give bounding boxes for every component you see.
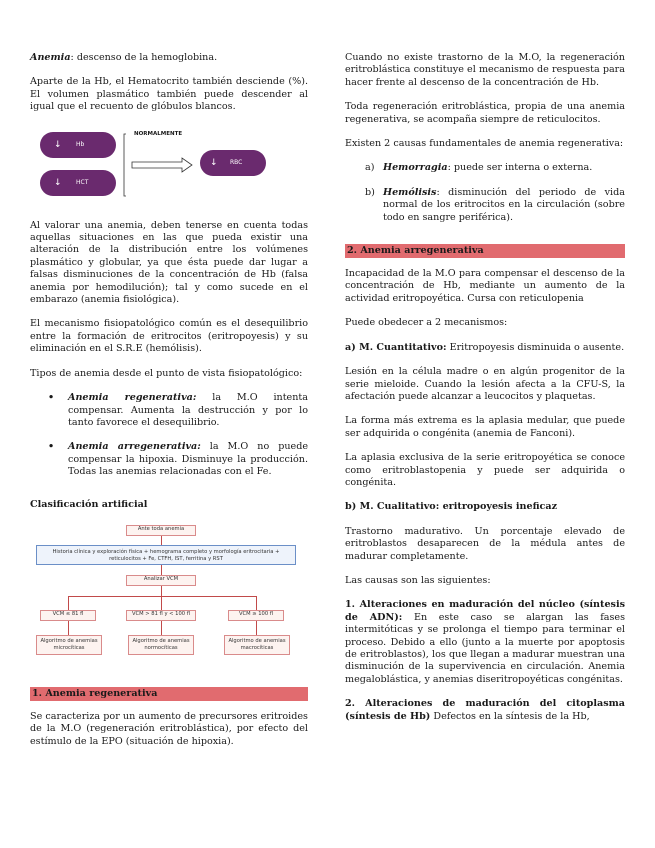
paragraph-regenerativa: Se caracteriza por un aumento de precursores eritroides de la M.O (regeneración eritroblástica), por efecto del estímulo de la EPO (situación de hipoxia). xyxy=(30,710,308,747)
hb-diagram xyxy=(30,128,308,206)
heading-clasificacion: Clasificación artificial xyxy=(30,498,148,510)
flow-vcm-high: VCM ≥ 100 fl xyxy=(228,610,284,621)
paragraph-regeneracion: Cuando no existe trastorno de la M.O, la regeneración eritroblástica constituye el mecanismo de respuesta para hacer frente al descenso de la concentración de Hb. xyxy=(345,52,625,88)
item-hemorragia: a) Hemorragia: puede ser interna o externa. xyxy=(365,162,593,174)
left-column xyxy=(30,52,308,760)
section-band-regenerativa: 1. Anemia regenerativa xyxy=(30,687,308,701)
bullet-regenerativa: • Anemia regenerativa: la M.O intenta compensar. Aumenta la destrucción y por lo tanto favorece el desequilibrio. xyxy=(48,392,308,428)
paragraph-distribution: Al valorar una anemia, deben tenerse en cuenta todas aquellas situaciones en las que pueda existir una alteración de la distribución entre los volúmenes plasmático y globular, ya que ésta puede dar lugar a falsas disminuciones de la concentración de Hb (falsa anemia por hemodilución); tal y como sucede en el embarazo (anemia fisiológica). xyxy=(30,219,308,306)
paragraph-causas: Existen 2 causas fundamentales de anemia regenerativa: xyxy=(345,138,624,150)
paragraph-types: Tipos de anemia desde el punto de vista fisiopatológico: xyxy=(30,367,303,379)
flow-top-box: Ante toda anemia xyxy=(126,525,196,536)
paragraph-hematocrit: Aparte de la Hb, el Hematocrito también desciende (%). El volumen plasmático también puede descender al igual que el recuento de glóbulos blancos. xyxy=(30,76,308,113)
paragraph-causas-lista: Las causas son las siguientes: xyxy=(345,574,491,586)
flow-history-box: Historia clínica y exploración física + hemograma completo y morfología eritrocitaria + reticulocitos + Fe, CTFH, IST, ferritina y RST xyxy=(36,545,296,565)
section-band-arregenerativa: 2. Anemia arregenerativa xyxy=(345,244,625,258)
flow-algo-micro: Algoritmo de anemias microcíticas xyxy=(36,635,102,655)
paragraph-mechanism: El mecanismo fisiopatológico común es el desequilibrio entre la formación de eritrocitos (eritropoyesis) y su eliminación en el S.R.E (hemólisis). xyxy=(30,318,308,355)
flow-vcm-mid: VCM > 81 fl y < 100 fl xyxy=(126,610,196,621)
hb-pill: ↓ Hb xyxy=(40,132,116,158)
hct-pill: ↓ HCT xyxy=(40,170,116,196)
paragraph-aplasia-medular: La forma más extrema es la aplasia medular, que puede ser adquirida o congénita (anemia de Fanconi). xyxy=(345,415,625,439)
bullet-dot-icon: • xyxy=(48,441,55,453)
item-hemolisis: b) Hemólisis: disminución del periodo de vida normal de los eritrocitos en la circulación (sobre todo en sangre periférica). xyxy=(365,186,625,223)
flow-algo-normo: Algoritmo de anemias normocíticas xyxy=(128,635,194,655)
flow-algo-macro: Algoritmo de anemias macrocíticas xyxy=(224,635,290,655)
flow-vcm-box: Analizar VCM xyxy=(126,575,196,586)
bullet-arregenerativa: • Anemia arregenerativa: la M.O no puede compensar la hipoxia. Disminuye la producción. Todas las anemias relacionadas con el Fe. xyxy=(48,441,309,478)
paragraph-cuantitativo: a) M. Cuantitativo: Eritropoyesis disminuida o ausente. xyxy=(345,341,625,353)
paragraph-citoplasma: 2. Alteraciones de maduración del citoplasma (síntesis de Hb) Defectos en la síntesis de la Hb, xyxy=(345,698,625,722)
bracket-arrow-icon xyxy=(120,130,200,200)
paragraph-eritroblastopenia: La aplasia exclusiva de la serie eritropoyética se conoce como eritroblastopenia y puede ser adquirida o congénita. xyxy=(345,452,625,488)
heading-cualitativo: b) M. Cualitativo: eritropoyesis ineficaz xyxy=(345,501,558,513)
paragraph-reticulocitos: Toda regeneración eritroblástica, propia de una anemia regenerativa, se acompaña siempre de reticulocitos. xyxy=(345,101,625,125)
paragraph-trastorno: Trastorno madurativo. Un porcentaje elevado de eritroblastos desaparecen de la médula antes de madurar completamente. xyxy=(345,525,625,562)
paragraph-lesion: Lesión en la célula madre o en algún progenitor de la serie mieloide. Cuando la lesión afecta a la CFU-S, la afectación puede alcanzar a leucocitos y plaquetas. xyxy=(345,366,625,402)
paragraph-anemia-definition: Anemia: descenso de la hemoglobina. xyxy=(30,52,218,63)
paragraph-incapacidad: Incapacidad de la M.O para compensar el descenso de la concentración de Hb, mediante un aumento de la actividad eritropoyética. Cursa con reticulopenia xyxy=(345,268,625,304)
bullet-dot-icon: • xyxy=(48,392,55,404)
right-column xyxy=(345,52,625,735)
normalmente-label: NORMALMENTE xyxy=(134,130,183,137)
flow-vcm-low: VCM ≤ 81 fl xyxy=(40,610,96,621)
classification-flowchart xyxy=(30,523,308,673)
rbc-pill: ↓ RBC xyxy=(200,150,266,176)
paragraph-mecanismos: Puede obedecer a 2 mecanismos: xyxy=(345,317,508,329)
paragraph-nucleo: 1. Alteraciones en maduración del núcleo (síntesis de ADN): En este caso se alargan las fases intermitóticas y se prolonga el tiempo para terminar el proceso. Debido a ello (junto a la muerte por apoptosis de eritroblastos), los que llegan a madurar muestran una disminución de la supervivencia en circulación. Anemia megaloblástica, y anemias diseritropoyéticas congénitas. xyxy=(345,599,626,685)
